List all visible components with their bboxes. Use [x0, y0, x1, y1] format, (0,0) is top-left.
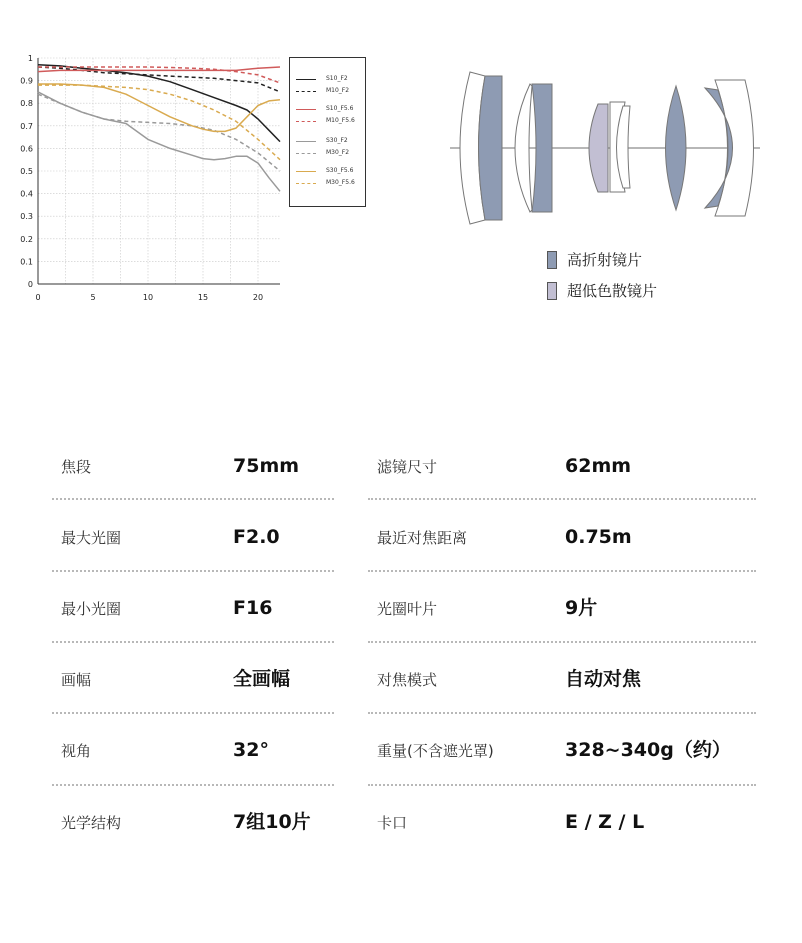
legend-swatch	[296, 183, 316, 184]
divider	[368, 641, 756, 643]
spec-label: 画幅	[61, 671, 92, 689]
legend-label: S30_F2	[326, 137, 348, 144]
lens-element-3	[515, 84, 532, 212]
y-tick-label: 0.6	[20, 144, 33, 154]
legend-swatch	[296, 121, 316, 122]
spec-label: 光学结构	[61, 814, 122, 832]
y-tick-label: 0.3	[20, 212, 33, 222]
spec-value: 75mm	[233, 455, 300, 477]
spec-value: F16	[233, 597, 273, 619]
x-tick-label: 10	[142, 293, 154, 302]
spec-value: F2.0	[233, 526, 280, 548]
spec-label: 滤镜尺寸	[377, 458, 438, 476]
series-line-s30-f2	[38, 92, 280, 191]
divider	[368, 784, 756, 786]
x-tick-label: 5	[90, 293, 96, 302]
spec-value: 328~340g（约）	[565, 739, 731, 761]
spec-label: 最大光圈	[61, 529, 122, 547]
spec-value: 全画幅	[233, 668, 291, 690]
legend-label: S10_F2	[326, 75, 348, 82]
legend-label: M10_F5.6	[326, 117, 355, 124]
divider	[368, 498, 756, 500]
legend-swatch	[296, 109, 316, 110]
spec-label: 最近对焦距离	[377, 529, 468, 547]
lens-element-8-high-refractive	[666, 86, 687, 210]
spec-label: 对焦模式	[377, 671, 438, 689]
divider	[368, 712, 756, 714]
y-tick-label: 0.7	[20, 121, 33, 131]
spec-label: 光圈叶片	[377, 600, 438, 618]
spec-label: 焦段	[61, 458, 92, 476]
spec-value: E / Z / L	[565, 811, 645, 833]
y-tick-label: 0.9	[20, 76, 33, 86]
spec-row-aperture	[0, 528, 802, 600]
series-line-s30-f5-6	[38, 84, 280, 131]
lens-diagram	[440, 60, 770, 230]
divider	[52, 712, 334, 714]
x-tick-label: 15	[197, 293, 209, 302]
x-tick-label: 0	[35, 293, 41, 302]
swatch-low-dispersion	[547, 282, 557, 300]
divider	[368, 570, 756, 572]
spec-value: 自动对焦	[565, 668, 642, 690]
spec-row-structure	[0, 813, 802, 885]
y-tick-label: 0.8	[20, 99, 33, 109]
y-tick-label: 0.2	[20, 234, 33, 244]
legend-label: S10_F5.6	[326, 105, 354, 112]
chart-legend	[289, 57, 366, 207]
legend-label: S30_F5.6	[326, 167, 354, 174]
legend-swatch	[296, 153, 316, 154]
key-high-refractive-label: 高折射镜片	[567, 251, 643, 269]
spec-label: 最小光圈	[61, 600, 122, 618]
spec-label: 视角	[61, 742, 92, 760]
spec-row-min-aperture	[0, 599, 802, 671]
spec-value: 9片	[565, 597, 598, 619]
key-low-dispersion-label: 超低色散镜片	[567, 282, 658, 300]
swatch-high-refractive	[547, 251, 557, 269]
divider	[52, 641, 334, 643]
y-tick-label: 0.4	[20, 189, 33, 199]
lens-element-5-low-dispersion	[589, 104, 608, 192]
spec-label: 卡口	[377, 814, 408, 832]
x-tick-label: 20	[252, 293, 264, 302]
legend-swatch	[296, 91, 316, 92]
spec-value: 0.75m	[565, 526, 632, 548]
spec-row-focal-length	[0, 457, 802, 529]
y-tick-label: 0.1	[20, 257, 33, 267]
spec-row-format	[0, 670, 802, 742]
legend-swatch	[296, 141, 316, 142]
spec-value: 7组10片	[233, 811, 311, 833]
spec-value: 62mm	[565, 455, 632, 477]
y-tick-label: 0.5	[20, 167, 33, 176]
divider	[52, 570, 334, 572]
spec-value: 32°	[233, 739, 269, 761]
divider	[52, 498, 334, 500]
legend-swatch	[296, 79, 316, 80]
spec-label: 重量(不含遮光罩)	[377, 742, 494, 760]
series-line-m30-f2	[38, 94, 280, 171]
legend-label: M30_F2	[326, 149, 350, 156]
lens-element-2-high-refractive	[479, 76, 503, 220]
legend-label: M10_F2	[326, 87, 350, 94]
y-tick-label: 0	[27, 280, 33, 289]
y-tick-label: 1	[27, 54, 33, 63]
divider	[52, 784, 334, 786]
legend-label: M30_F5.6	[326, 179, 355, 186]
spec-row-angle	[0, 741, 802, 813]
legend-swatch	[296, 171, 316, 172]
